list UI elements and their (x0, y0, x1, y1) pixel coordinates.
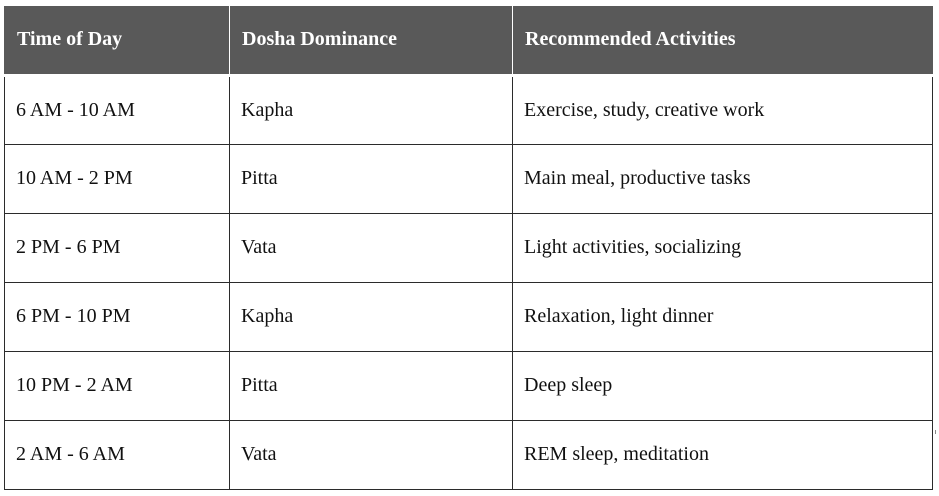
cell-activities: Exercise, study, creative work (513, 75, 933, 144)
cell-dosha: Kapha (230, 75, 513, 144)
cell-dosha: Vata (230, 213, 513, 282)
header-recommended-activities: Recommended Activities (513, 6, 933, 75)
cell-activities: Deep sleep (513, 351, 933, 420)
table-row (5, 282, 933, 351)
page-edge-marker (935, 430, 936, 434)
header-time-of-day: Time of Day (5, 6, 230, 75)
cell-time: 6 PM - 10 PM (5, 282, 230, 351)
table-row (5, 420, 933, 489)
cell-time: 10 AM - 2 PM (5, 144, 230, 213)
table-header-row (5, 6, 933, 75)
header-dosha-dominance: Dosha Dominance (230, 6, 513, 75)
cell-dosha: Pitta (230, 351, 513, 420)
cell-dosha: Vata (230, 420, 513, 489)
cell-activities: REM sleep, meditation (513, 420, 933, 489)
table-row (5, 351, 933, 420)
table-row (5, 213, 933, 282)
table-row (5, 75, 933, 144)
cell-time: 2 PM - 6 PM (5, 213, 230, 282)
cell-activities: Relaxation, light dinner (513, 282, 933, 351)
cell-activities: Main meal, productive tasks (513, 144, 933, 213)
cell-time: 6 AM - 10 AM (5, 75, 230, 144)
dosha-schedule-table (4, 6, 933, 490)
table-row (5, 144, 933, 213)
cell-dosha: Pitta (230, 144, 513, 213)
cell-time: 2 AM - 6 AM (5, 420, 230, 489)
dosha-schedule-table-container (4, 6, 932, 490)
cell-activities: Light activities, socializing (513, 213, 933, 282)
cell-time: 10 PM - 2 AM (5, 351, 230, 420)
cell-dosha: Kapha (230, 282, 513, 351)
